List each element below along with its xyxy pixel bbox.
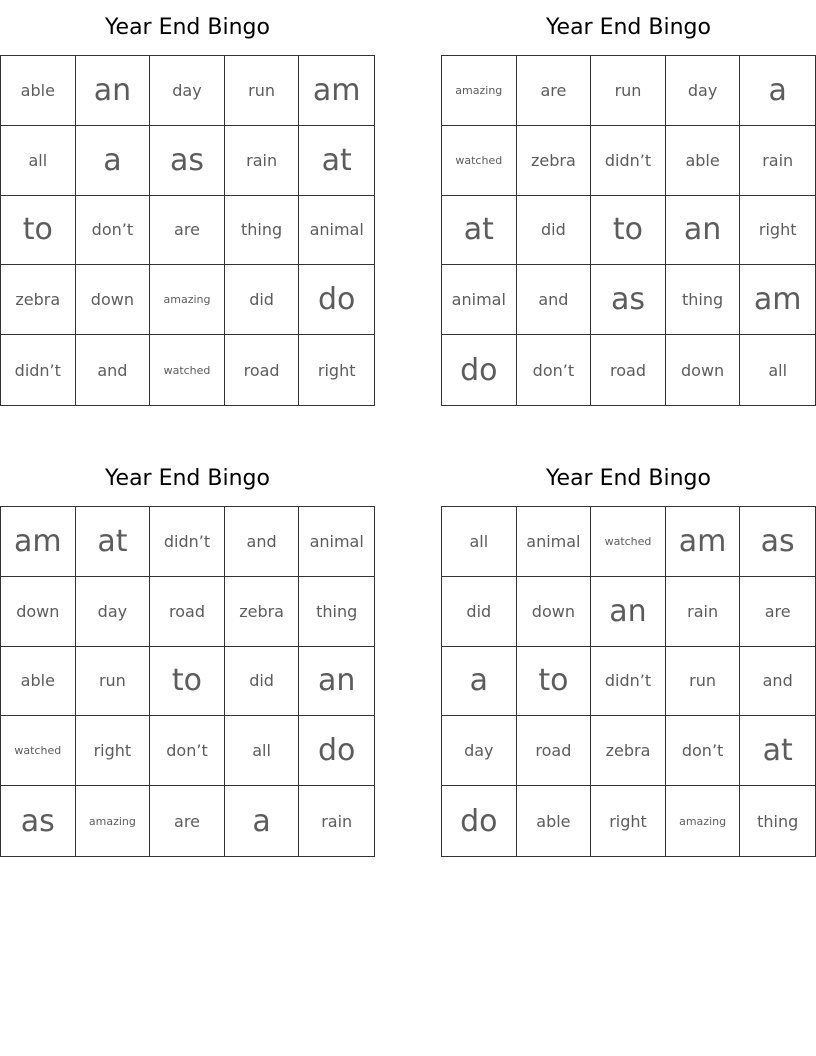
bingo-cell: run [225,56,300,126]
bingo-cell: amazing [666,786,741,856]
bingo-cell: and [225,507,300,577]
bingo-cell: are [150,786,225,856]
card-title: Year End Bingo [546,466,711,491]
bingo-cell: are [517,56,592,126]
bingo-cell: and [517,265,592,335]
bingo-cell: did [225,265,300,335]
bingo-cell: run [76,647,151,717]
bingo-cell: and [76,335,151,405]
bingo-cell: day [76,577,151,647]
bingo-cell: rain [321,811,353,831]
bingo-cell: did [225,647,300,717]
bingo-cell: animal [299,507,374,577]
bingo-grid [441,55,816,406]
bingo-cell: an [666,196,741,266]
bingo-cell: an [591,577,666,647]
bingo-cell: zebra [1,265,76,335]
bingo-cell: don’t [76,196,151,266]
bingo-cell: animal [517,507,592,577]
bingo-cell: zebra [517,126,592,196]
bingo-cell: don’t [150,716,225,786]
bingo-cell: am [299,56,374,126]
bingo-cell: did [517,196,592,266]
bingo-cell: run [591,56,666,126]
bingo-cell: watched [442,126,517,196]
bingo-cell: all [442,507,517,577]
bingo-cell: watched [150,335,225,405]
bingo-cell: thing [225,196,300,266]
bingo-cell: rain [225,126,300,196]
bingo-cell: to [150,647,225,717]
bingo-grid [0,506,375,857]
bingo-cell: do [442,786,517,856]
bingo-cell: down [517,577,592,647]
bingo-cell: amazing [150,265,225,335]
bingo-cell: am [1,507,76,577]
bingo-cell: able [517,786,592,856]
bingo-cell: am [740,265,815,335]
bingo-cell: a [740,56,815,126]
bingo-cell: thing [299,577,374,647]
bingo-cell: day [442,716,517,786]
bingo-cell: amazing [442,56,517,126]
bingo-cell: road [591,335,666,405]
bingo-cell: at [740,716,815,786]
bingo-cell: zebra [591,716,666,786]
bingo-cell: down [666,335,741,405]
card-title: Year End Bingo [546,15,711,40]
bingo-cell: do [442,335,517,405]
bingo-cell: to [1,196,76,266]
bingo-cell: amazing [76,786,151,856]
bingo-cell: watched [1,716,76,786]
bingo-cell: as [591,265,666,335]
bingo-cell: to [591,196,666,266]
bingo-cell: a [76,126,151,196]
bingo-cell: are [150,196,225,266]
bingo-cell: right [591,786,666,856]
bingo-cell: an [299,647,374,717]
bingo-cell: watched [591,507,666,577]
bingo-cell: down [76,265,151,335]
bingo-cell: at [442,196,517,266]
bingo-cell: and [740,647,815,717]
bingo-cell: all [1,126,76,196]
bingo-cell: right [76,716,151,786]
bingo-cell: didn’t [591,647,666,717]
bingo-cell: as [740,507,815,577]
card-title: Year End Bingo [105,466,270,491]
bingo-cell: right [317,360,356,380]
bingo-cell: rain [740,126,815,196]
bingo-cell: run [666,647,741,717]
bingo-grid [0,55,375,406]
bingo-cell: rain [666,577,741,647]
bingo-cell: day [150,56,225,126]
bingo-cell: didn’t [1,335,76,405]
bingo-cell: to [517,647,592,717]
bingo-cell: all [225,716,300,786]
bingo-cell: a [225,786,300,856]
bingo-grid [441,506,816,857]
bingo-cell: do [299,716,374,786]
bingo-cell: an [76,56,151,126]
bingo-cell: able [1,56,76,126]
bingo-cell: didn’t [591,126,666,196]
bingo-cell: road [225,335,300,405]
bingo-cell: animal [299,196,374,266]
bingo-cell: did [442,577,517,647]
bingo-cell: don’t [666,716,741,786]
bingo-cell: right [740,196,815,266]
bingo-cell: road [517,716,592,786]
bingo-cell: as [150,126,225,196]
bingo-cell: are [740,577,815,647]
bingo-cell: down [1,577,76,647]
bingo-cell: am [666,507,741,577]
bingo-cell: as [1,786,76,856]
bingo-cell: didn’t [150,507,225,577]
bingo-cell: animal [442,265,517,335]
bingo-cell: thing [757,811,799,831]
bingo-cell: do [299,265,374,335]
bingo-cell: thing [666,265,741,335]
bingo-cell: all [768,360,788,380]
bingo-cell: a [442,647,517,717]
bingo-cell: day [666,56,741,126]
bingo-cell: at [299,126,374,196]
bingo-cell: at [76,507,151,577]
card-title: Year End Bingo [105,15,270,40]
bingo-cell: road [150,577,225,647]
bingo-cell: able [666,126,741,196]
bingo-cell: don’t [517,335,592,405]
bingo-cell: zebra [225,577,300,647]
bingo-cell: able [1,647,76,717]
